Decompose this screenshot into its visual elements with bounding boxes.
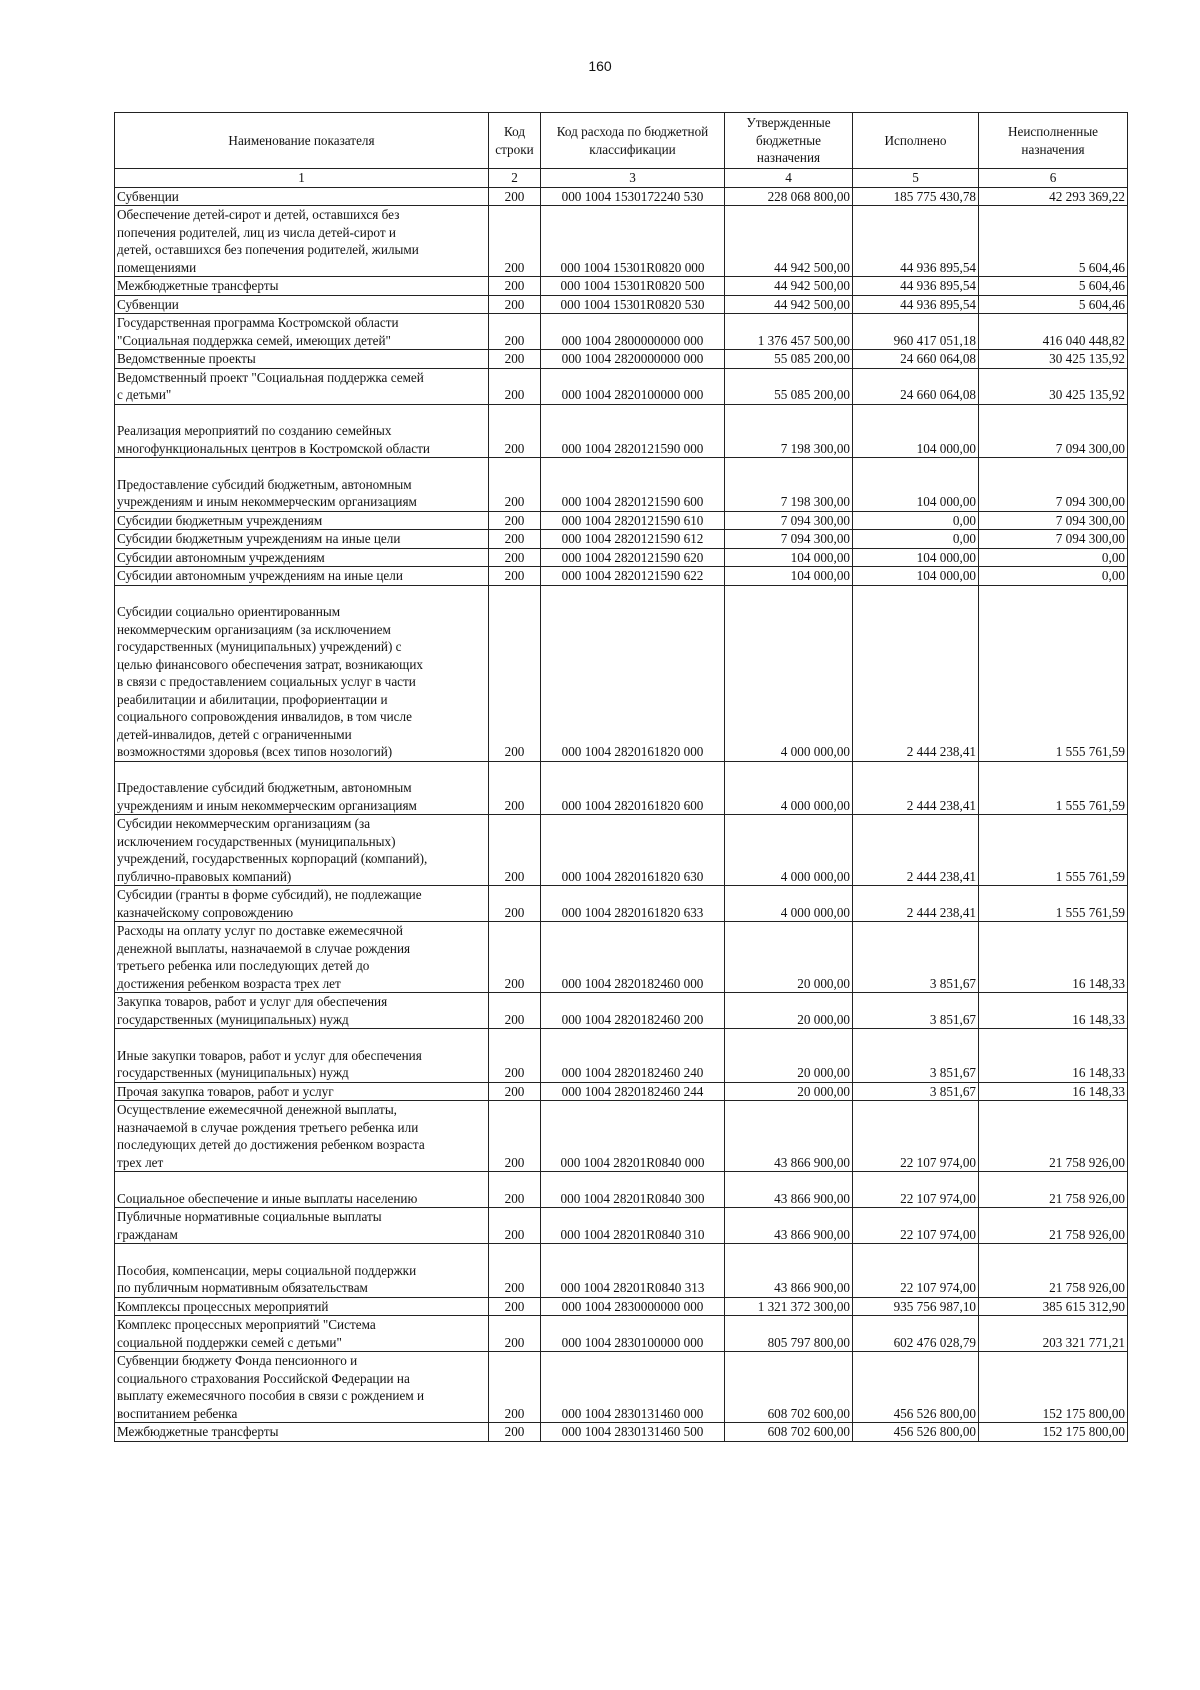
row-name: Прочая закупка товаров, работ и услуг [115, 1082, 489, 1101]
row-code: 200 [489, 761, 541, 815]
row-code: 200 [489, 1244, 541, 1298]
expense-code: 000 1004 15301R0820 500 [541, 277, 725, 296]
table-row [115, 761, 1128, 815]
executed-amount: 3 851,67 [853, 1029, 979, 1083]
unexecuted-amount: 16 148,33 [979, 1029, 1128, 1083]
approved-amount: 20 000,00 [725, 993, 853, 1029]
unexecuted-amount: 21 758 926,00 [979, 1208, 1128, 1244]
unexecuted-amount: 7 094 300,00 [979, 404, 1128, 458]
table-row [115, 187, 1128, 206]
executed-amount: 2 444 238,41 [853, 585, 979, 761]
row-code: 200 [489, 993, 541, 1029]
approved-amount: 4 000 000,00 [725, 761, 853, 815]
row-name: Предоставление субсидий бюджетным, автономным учреждениям и иным некоммерческим организациям [115, 761, 489, 815]
unexecuted-amount: 152 175 800,00 [979, 1352, 1128, 1423]
unexecuted-amount: 1 555 761,59 [979, 886, 1128, 922]
approved-amount: 4 000 000,00 [725, 585, 853, 761]
approved-amount: 44 942 500,00 [725, 277, 853, 296]
executed-amount: 0,00 [853, 511, 979, 530]
unexecuted-amount: 42 293 369,22 [979, 187, 1128, 206]
row-name: Субсидии социально ориентированным некоммерческим организациям (за исключением государственных (муниципальных) учреждений) с целью финансового обеспечения затрат, возникающих в связи с предоставлением социальных услуг в части реабилитации и абилитации, профориентации и социального сопровождения инвалидов, в том числе детей-инвалидов, детей с ограниченными возможностями здоровья (всех типов нозологий) [115, 585, 489, 761]
column-number: 1 [115, 169, 489, 188]
approved-amount: 20 000,00 [725, 1029, 853, 1083]
row-code: 200 [489, 1029, 541, 1083]
unexecuted-amount: 0,00 [979, 567, 1128, 586]
executed-amount: 24 660 064,08 [853, 350, 979, 369]
executed-amount: 960 417 051,18 [853, 314, 979, 350]
executed-amount: 44 936 895,54 [853, 206, 979, 277]
executed-amount: 3 851,67 [853, 1082, 979, 1101]
expense-code: 000 1004 15301R0820 000 [541, 206, 725, 277]
row-name: Закупка товаров, работ и услуг для обеспечения государственных (муниципальных) нужд [115, 993, 489, 1029]
approved-amount: 43 866 900,00 [725, 1101, 853, 1172]
approved-amount: 43 866 900,00 [725, 1244, 853, 1298]
expense-code: 000 1004 2800000000 000 [541, 314, 725, 350]
table-row [115, 1082, 1128, 1101]
approved-amount: 20 000,00 [725, 1082, 853, 1101]
row-name: Осуществление ежемесячной денежной выплаты, назначаемой в случае рождения третьего ребенка или последующих детей до достижения ребенком возраста трех лет [115, 1101, 489, 1172]
row-code: 200 [489, 815, 541, 886]
unexecuted-amount: 16 148,33 [979, 922, 1128, 993]
row-name: Комплексы процессных мероприятий [115, 1297, 489, 1316]
unexecuted-amount: 16 148,33 [979, 993, 1128, 1029]
table-row [115, 585, 1128, 761]
row-code: 200 [489, 886, 541, 922]
expense-code: 000 1004 2820121590 612 [541, 530, 725, 549]
header-expense-code: Код расхода по бюджетной классификации [541, 113, 725, 169]
expense-code: 000 1004 2820121590 600 [541, 458, 725, 512]
executed-amount: 104 000,00 [853, 458, 979, 512]
unexecuted-amount: 416 040 448,82 [979, 314, 1128, 350]
unexecuted-amount: 5 604,46 [979, 206, 1128, 277]
unexecuted-amount: 7 094 300,00 [979, 530, 1128, 549]
row-code: 200 [489, 1172, 541, 1208]
unexecuted-amount: 1 555 761,59 [979, 815, 1128, 886]
table-row [115, 886, 1128, 922]
expense-code: 000 1004 2820182460 240 [541, 1029, 725, 1083]
table-row [115, 314, 1128, 350]
column-number: 6 [979, 169, 1128, 188]
unexecuted-amount: 21 758 926,00 [979, 1244, 1128, 1298]
approved-amount: 608 702 600,00 [725, 1352, 853, 1423]
row-code: 200 [489, 1297, 541, 1316]
table-row [115, 1029, 1128, 1083]
row-name: Расходы на оплату услуг по доставке ежемесячной денежной выплаты, назначаемой в случае рождения третьего ребенка или последующих детей до достижения ребенком возраста трех лет [115, 922, 489, 993]
unexecuted-amount: 385 615 312,90 [979, 1297, 1128, 1316]
table-row [115, 368, 1128, 404]
executed-amount: 104 000,00 [853, 404, 979, 458]
expense-code: 000 1004 2820121590 622 [541, 567, 725, 586]
expense-code: 000 1004 15301R0820 530 [541, 295, 725, 314]
table-row [115, 511, 1128, 530]
row-code: 200 [489, 1316, 541, 1352]
executed-amount: 602 476 028,79 [853, 1316, 979, 1352]
row-code: 200 [489, 404, 541, 458]
expense-code: 000 1004 1530172240 530 [541, 187, 725, 206]
executed-amount: 0,00 [853, 530, 979, 549]
row-name: Субсидии некоммерческим организациям (за исключением государственных (муниципальных) учреждений, государственных корпораций (компаний), публично-правовых компаний) [115, 815, 489, 886]
table-row [115, 1208, 1128, 1244]
unexecuted-amount: 1 555 761,59 [979, 585, 1128, 761]
header-approved: Утвержденные бюджетные назначения [725, 113, 853, 169]
row-code: 200 [489, 1352, 541, 1423]
expense-code: 000 1004 2830100000 000 [541, 1316, 725, 1352]
row-name: Межбюджетные трансферты [115, 277, 489, 296]
approved-amount: 7 094 300,00 [725, 530, 853, 549]
approved-amount: 44 942 500,00 [725, 206, 853, 277]
table-body [115, 187, 1128, 1441]
row-code: 200 [489, 1208, 541, 1244]
column-number: 5 [853, 169, 979, 188]
row-name: Межбюджетные трансферты [115, 1423, 489, 1442]
row-name: Субсидии автономным учреждениям на иные цели [115, 567, 489, 586]
table-row [115, 922, 1128, 993]
row-name: Субвенции [115, 295, 489, 314]
row-code: 200 [489, 548, 541, 567]
expense-code: 000 1004 2820161820 630 [541, 815, 725, 886]
unexecuted-amount: 5 604,46 [979, 295, 1128, 314]
unexecuted-amount: 7 094 300,00 [979, 458, 1128, 512]
expense-code: 000 1004 2820182460 200 [541, 993, 725, 1029]
table-row [115, 1101, 1128, 1172]
executed-amount: 24 660 064,08 [853, 368, 979, 404]
header-unexecuted: Неисполненные назначения [979, 113, 1128, 169]
row-name: Реализация мероприятий по созданию семейных многофункциональных центров в Костромской области [115, 404, 489, 458]
approved-amount: 7 198 300,00 [725, 458, 853, 512]
row-name: Обеспечение детей-сирот и детей, оставшихся без попечения родителей, лиц из числа детей-сирот и детей, оставшихся без попечения родителей, жилыми помещениями [115, 206, 489, 277]
table-row [115, 1244, 1128, 1298]
table-row [115, 295, 1128, 314]
row-code: 200 [489, 530, 541, 549]
executed-amount: 185 775 430,78 [853, 187, 979, 206]
row-code: 200 [489, 922, 541, 993]
executed-amount: 456 526 800,00 [853, 1423, 979, 1442]
executed-amount: 22 107 974,00 [853, 1172, 979, 1208]
unexecuted-amount: 30 425 135,92 [979, 350, 1128, 369]
approved-amount: 104 000,00 [725, 548, 853, 567]
executed-amount: 104 000,00 [853, 567, 979, 586]
table-row [115, 815, 1128, 886]
approved-amount: 20 000,00 [725, 922, 853, 993]
unexecuted-amount: 21 758 926,00 [979, 1101, 1128, 1172]
table-row [115, 206, 1128, 277]
expense-code: 000 1004 2820100000 000 [541, 368, 725, 404]
expense-code: 000 1004 2820121590 000 [541, 404, 725, 458]
executed-amount: 22 107 974,00 [853, 1208, 979, 1244]
executed-amount: 22 107 974,00 [853, 1101, 979, 1172]
row-code: 200 [489, 1101, 541, 1172]
row-name: Публичные нормативные социальные выплаты гражданам [115, 1208, 489, 1244]
row-code: 200 [489, 458, 541, 512]
page-number: 160 [588, 58, 612, 74]
row-code: 200 [489, 206, 541, 277]
approved-amount: 43 866 900,00 [725, 1172, 853, 1208]
row-name: Комплекс процессных мероприятий "Система социальной поддержки семей с детьми" [115, 1316, 489, 1352]
executed-amount: 22 107 974,00 [853, 1244, 979, 1298]
expense-code: 000 1004 28201R0840 310 [541, 1208, 725, 1244]
row-name: Предоставление субсидий бюджетным, автономным учреждениям и иным некоммерческим организациям [115, 458, 489, 512]
executed-amount: 44 936 895,54 [853, 277, 979, 296]
header-executed: Исполнено [853, 113, 979, 169]
row-code: 200 [489, 277, 541, 296]
table-row [115, 1172, 1128, 1208]
table-row [115, 530, 1128, 549]
unexecuted-amount: 5 604,46 [979, 277, 1128, 296]
unexecuted-amount: 1 555 761,59 [979, 761, 1128, 815]
approved-amount: 4 000 000,00 [725, 815, 853, 886]
unexecuted-amount: 0,00 [979, 548, 1128, 567]
expense-code: 000 1004 2820182460 244 [541, 1082, 725, 1101]
table-row [115, 277, 1128, 296]
row-name: Субсидии бюджетным учреждениям на иные цели [115, 530, 489, 549]
executed-amount: 3 851,67 [853, 922, 979, 993]
expense-code: 000 1004 2820161820 000 [541, 585, 725, 761]
expense-code: 000 1004 2820161820 600 [541, 761, 725, 815]
expense-code: 000 1004 28201R0840 313 [541, 1244, 725, 1298]
row-name: Субсидии бюджетным учреждениям [115, 511, 489, 530]
approved-amount: 55 085 200,00 [725, 368, 853, 404]
table-row [115, 548, 1128, 567]
column-number: 2 [489, 169, 541, 188]
table-row [115, 458, 1128, 512]
expense-code: 000 1004 28201R0840 300 [541, 1172, 725, 1208]
row-name: Ведомственный проект "Социальная поддержка семей с детьми" [115, 368, 489, 404]
row-name: Социальное обеспечение и иные выплаты населению [115, 1172, 489, 1208]
row-code: 200 [489, 1423, 541, 1442]
table-row [115, 350, 1128, 369]
column-number: 3 [541, 169, 725, 188]
row-name: Субвенции [115, 187, 489, 206]
header-row-code: Код строки [489, 113, 541, 169]
expense-code: 000 1004 2820161820 633 [541, 886, 725, 922]
table-row [115, 567, 1128, 586]
row-code: 200 [489, 511, 541, 530]
row-code: 200 [489, 585, 541, 761]
unexecuted-amount: 152 175 800,00 [979, 1423, 1128, 1442]
executed-amount: 104 000,00 [853, 548, 979, 567]
executed-amount: 3 851,67 [853, 993, 979, 1029]
column-number-row [115, 169, 1128, 188]
table-row [115, 993, 1128, 1029]
expense-code: 000 1004 2820182460 000 [541, 922, 725, 993]
executed-amount: 44 936 895,54 [853, 295, 979, 314]
row-name: Субвенции бюджету Фонда пенсионного и социального страхования Российской Федерации на выплату ежемесячного пособия в связи с рождением и воспитанием ребенка [115, 1352, 489, 1423]
row-name: Пособия, компенсации, меры социальной поддержки по публичным нормативным обязательствам [115, 1244, 489, 1298]
approved-amount: 7 198 300,00 [725, 404, 853, 458]
table-header-row [115, 113, 1128, 169]
row-name: Государственная программа Костромской области "Социальная поддержка семей, имеющих детей" [115, 314, 489, 350]
budget-report-table [114, 112, 1128, 1442]
unexecuted-amount: 21 758 926,00 [979, 1172, 1128, 1208]
executed-amount: 2 444 238,41 [853, 761, 979, 815]
unexecuted-amount: 7 094 300,00 [979, 511, 1128, 530]
executed-amount: 935 756 987,10 [853, 1297, 979, 1316]
row-name: Субсидии автономным учреждениям [115, 548, 489, 567]
row-name: Ведомственные проекты [115, 350, 489, 369]
expense-code: 000 1004 2830131460 500 [541, 1423, 725, 1442]
column-number: 4 [725, 169, 853, 188]
header-name: Наименование показателя [115, 113, 489, 169]
row-code: 200 [489, 295, 541, 314]
table-row [115, 404, 1128, 458]
expense-code: 000 1004 2830000000 000 [541, 1297, 725, 1316]
approved-amount: 228 068 800,00 [725, 187, 853, 206]
approved-amount: 1 321 372 300,00 [725, 1297, 853, 1316]
approved-amount: 608 702 600,00 [725, 1423, 853, 1442]
unexecuted-amount: 16 148,33 [979, 1082, 1128, 1101]
row-code: 200 [489, 1082, 541, 1101]
expense-code: 000 1004 2820121590 610 [541, 511, 725, 530]
approved-amount: 104 000,00 [725, 567, 853, 586]
unexecuted-amount: 30 425 135,92 [979, 368, 1128, 404]
approved-amount: 4 000 000,00 [725, 886, 853, 922]
executed-amount: 2 444 238,41 [853, 886, 979, 922]
expense-code: 000 1004 2820121590 620 [541, 548, 725, 567]
row-code: 200 [489, 187, 541, 206]
table-row [115, 1352, 1128, 1423]
approved-amount: 7 094 300,00 [725, 511, 853, 530]
row-code: 200 [489, 368, 541, 404]
row-name: Субсидии (гранты в форме субсидий), не подлежащие казначейскому сопровождению [115, 886, 489, 922]
executed-amount: 2 444 238,41 [853, 815, 979, 886]
table-row [115, 1423, 1128, 1442]
executed-amount: 456 526 800,00 [853, 1352, 979, 1423]
expense-code: 000 1004 28201R0840 000 [541, 1101, 725, 1172]
row-code: 200 [489, 567, 541, 586]
row-code: 200 [489, 350, 541, 369]
approved-amount: 1 376 457 500,00 [725, 314, 853, 350]
approved-amount: 805 797 800,00 [725, 1316, 853, 1352]
approved-amount: 55 085 200,00 [725, 350, 853, 369]
expense-code: 000 1004 2830131460 000 [541, 1352, 725, 1423]
table-row [115, 1316, 1128, 1352]
expense-code: 000 1004 2820000000 000 [541, 350, 725, 369]
table-row [115, 1297, 1128, 1316]
unexecuted-amount: 203 321 771,21 [979, 1316, 1128, 1352]
approved-amount: 43 866 900,00 [725, 1208, 853, 1244]
row-name: Иные закупки товаров, работ и услуг для обеспечения государственных (муниципальных) нужд [115, 1029, 489, 1083]
row-code: 200 [489, 314, 541, 350]
approved-amount: 44 942 500,00 [725, 295, 853, 314]
